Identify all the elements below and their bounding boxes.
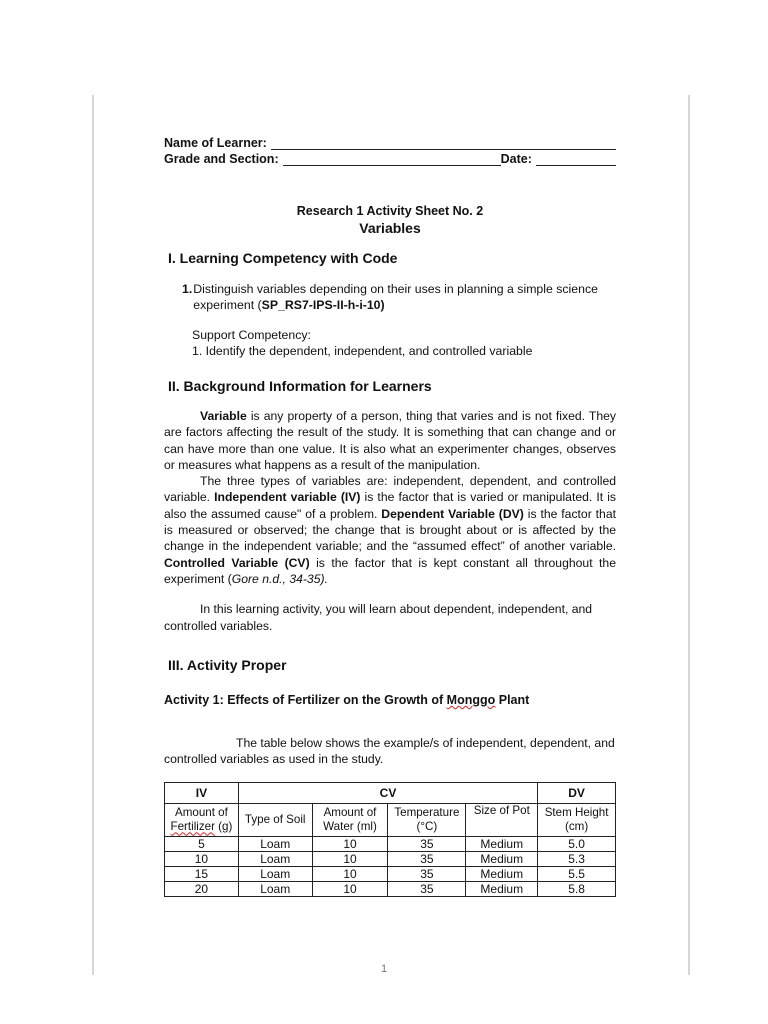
- table-cell: 20: [165, 882, 239, 897]
- table-cell: Medium: [466, 882, 538, 897]
- table-cell: 35: [388, 852, 466, 867]
- competency-item: [182, 281, 616, 313]
- table-cell: 5.8: [538, 882, 616, 897]
- table-cell: Loam: [238, 852, 312, 867]
- table-column-header-row: [165, 804, 616, 837]
- sheet-title: Research 1 Activity Sheet No. 2: [296, 204, 484, 218]
- section-3-heading: III. Activity Proper: [168, 656, 287, 673]
- iv-term: Independent variable (IV): [214, 490, 361, 505]
- grade-and-date-row: [164, 150, 616, 166]
- competency-number: 1.: [182, 282, 193, 296]
- support-item: 1. Identify the dependent, independent, and controlled variable: [192, 344, 533, 358]
- page-number: 1: [380, 963, 388, 975]
- dv-term: Dependent Variable (DV): [381, 506, 524, 521]
- iv-definition: is the factor that is varied or manipulated. It is also the assumed cause" of a problem.: [164, 490, 616, 521]
- name-blank[interactable]: [271, 137, 616, 150]
- table-cell: 35: [388, 837, 466, 852]
- iv-group-header: IV: [165, 783, 239, 804]
- table-cell: 5.3: [538, 852, 616, 867]
- table-cell: Loam: [238, 867, 312, 882]
- variable-term: Variable: [200, 409, 247, 423]
- name-label: Name of Learner:: [164, 136, 267, 150]
- table-cell: 5.0: [538, 837, 616, 852]
- table-cell: 35: [388, 882, 466, 897]
- support-label: Support Competency:: [192, 328, 311, 342]
- competency-code: SP_RS7-IPS-II-h-i-10): [261, 298, 385, 312]
- table-cell: 35: [388, 867, 466, 882]
- variables-table: [164, 782, 616, 897]
- section-2-heading: II. Background Information for Learners: [168, 378, 432, 394]
- activity-title-text: Activity 1: Effects of Fertilizer on the Growth of: [164, 692, 447, 707]
- table-row: [165, 867, 616, 882]
- activity-sheet: [164, 134, 616, 897]
- variable-definition-text: is any property of a person, thing that varies and is not fixed. They are factors affecting the result of the study. It is something that can change and or can have more than one value. It is also what an experimenter changes, observes or measures what happens as a result of the manipulation.: [164, 409, 616, 472]
- table-row: [165, 852, 616, 867]
- cv-term: Controlled Variable (CV): [164, 555, 310, 570]
- name-of-learner-row: [164, 134, 616, 150]
- left-page-margin-line: [92, 95, 94, 975]
- dv-group-header: DV: [538, 783, 616, 804]
- table-cell: 10: [312, 867, 388, 882]
- table-cell: 10: [312, 837, 388, 852]
- table-row: [165, 882, 616, 897]
- column-header: Stem Height (cm): [538, 804, 616, 837]
- competency-text: [193, 281, 616, 313]
- grade-label: Grade and Section:: [164, 152, 279, 166]
- table-cell: 10: [312, 852, 388, 867]
- competency-description: Distinguish variables depending on their uses in planning a simple science experiment (: [193, 282, 598, 312]
- cv-definition: is the factor that is kept constant all throughout the experiment (: [164, 555, 616, 586]
- types-intro-text: The three types of variables are: independent, dependent, and controlled variable.: [164, 474, 616, 505]
- dv-definition: is the factor that is measured or observed; the change that is brought about or is affected by the change in the independent variable; and the “assumed effect” of another variable.: [164, 506, 616, 554]
- table-cell: Medium: [466, 837, 538, 852]
- support-competency: [192, 327, 616, 359]
- activity-title-plant: Monggo: [446, 692, 496, 707]
- table-cell: 10: [165, 852, 239, 867]
- variable-definition-paragraph: [164, 408, 616, 473]
- table-cell: 15: [165, 867, 239, 882]
- column-header: Size of Pot: [466, 804, 538, 837]
- grade-blank[interactable]: [283, 153, 501, 166]
- variable-types-paragraph: [164, 473, 616, 587]
- column-header: Amount of Fertilizer (g): [165, 804, 239, 837]
- learning-activity-paragraph: In this learning activity, you will learn about dependent, independent, and controlled variables.: [164, 602, 593, 633]
- date-label: Date:: [500, 152, 532, 166]
- table-cell: Loam: [238, 837, 312, 852]
- citation: Gore n.d., 34-35).: [231, 571, 328, 586]
- column-header: Amount of Water (ml): [312, 804, 388, 837]
- cv-group-header: CV: [238, 783, 537, 804]
- activity-title: [164, 693, 616, 707]
- table-cell: Loam: [238, 882, 312, 897]
- section-1-heading: I. Learning Competency with Code: [168, 250, 398, 266]
- table-row: [165, 837, 616, 852]
- right-page-margin-line: [688, 95, 690, 975]
- table-cell: Medium: [466, 867, 538, 882]
- table-intro-paragraph: The table below shows the example/s of independent, dependent, and controlled variables as used in the study.: [164, 735, 615, 767]
- sheet-subtitle: Variables: [359, 220, 421, 236]
- column-header: Type of Soil: [238, 804, 312, 837]
- activity-title-end: Plant: [495, 692, 530, 707]
- column-header: Temperature (°C): [388, 804, 466, 837]
- table-cell: 10: [312, 882, 388, 897]
- date-blank[interactable]: [536, 153, 616, 166]
- table-cell: 5.5: [538, 867, 616, 882]
- table-cell: 5: [165, 837, 239, 852]
- table-group-header-row: [165, 783, 616, 804]
- table-cell: Medium: [466, 852, 538, 867]
